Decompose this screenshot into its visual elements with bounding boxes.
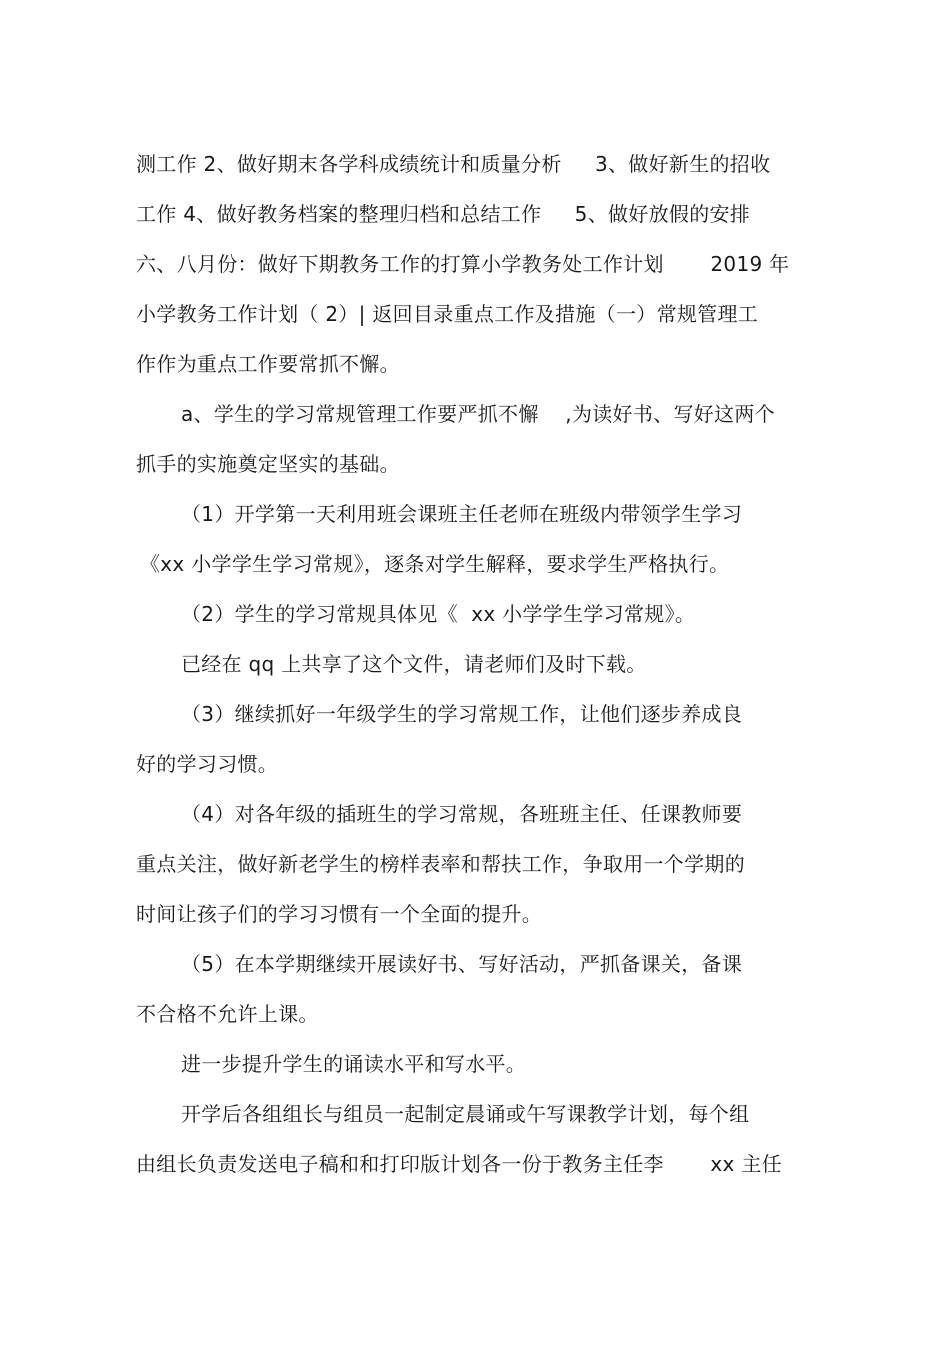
- item-4-line-1: （4）对各年级的插班生的学习常规，各班班主任、任课教师要: [181, 802, 743, 826]
- text-line-5: 作作为重点工作要常抓不懈。: [136, 352, 400, 376]
- plan-paragraph-line-2: 由组长负责发送电子稿和和打印版计划各一份于教务主任李 xx 主任: [136, 1152, 782, 1176]
- item-5-line-2: 不合格不允许上课。: [136, 1002, 319, 1026]
- item-2-line-1: （2）学生的学习常规具体见《 xx 小学学生学习常规》。: [181, 602, 696, 626]
- item-5-line-1: （5）在本学期继续开展读好书、写好活动，严抓备课关，备课: [181, 952, 743, 976]
- item-1-line-1: （1）开学第一天利用班会课班主任老师在班级内带领学生学习: [181, 502, 743, 526]
- paragraph-a-line-2: 抓手的实施奠定坚实的基础。: [136, 452, 400, 476]
- item-4-line-3: 时间让孩子们的学习习惯有一个全面的提升。: [136, 902, 542, 926]
- plan-paragraph-line-1: 开学后各组组长与组员一起制定晨诵或午写课教学计划，每个组: [181, 1102, 750, 1126]
- text-line-1: 测工作 2、做好期末各学科成绩统计和质量分析 3、做好新生的招收: [136, 152, 771, 176]
- item-1-line-2: 《xx 小学学生学习常规》，逐条对学生解释，要求学生严格执行。: [140, 552, 730, 576]
- text-line-3: 六、八月份：做好下期教务工作的打算小学教务处工作计划 2019 年: [136, 252, 790, 276]
- shared-file-note: 已经在 qq 上共享了这个文件，请老师们及时下载。: [181, 652, 647, 676]
- item-3-line-1: （3）继续抓好一年级学生的学习常规工作，让他们逐步养成良: [181, 702, 743, 726]
- paragraph-a-line-1: a、学生的学习常规管理工作要严抓不懈 ,为读好书、写好这两个: [181, 402, 775, 426]
- item-4-line-2: 重点关注，做好新老学生的榜样表率和帮扶工作，争取用一个学期的: [136, 852, 745, 876]
- item-3-line-2: 好的学习习惯。: [136, 752, 279, 776]
- text-line-4: 小学教务工作计划（ 2）| 返回目录重点工作及措施（一）常规管理工: [136, 302, 759, 326]
- text-line-2: 工作 4、做好教务档案的整理归档和总结工作 5、做好放假的安排: [136, 202, 751, 226]
- reading-writing-note: 进一步提升学生的诵读水平和写水平。: [181, 1052, 527, 1076]
